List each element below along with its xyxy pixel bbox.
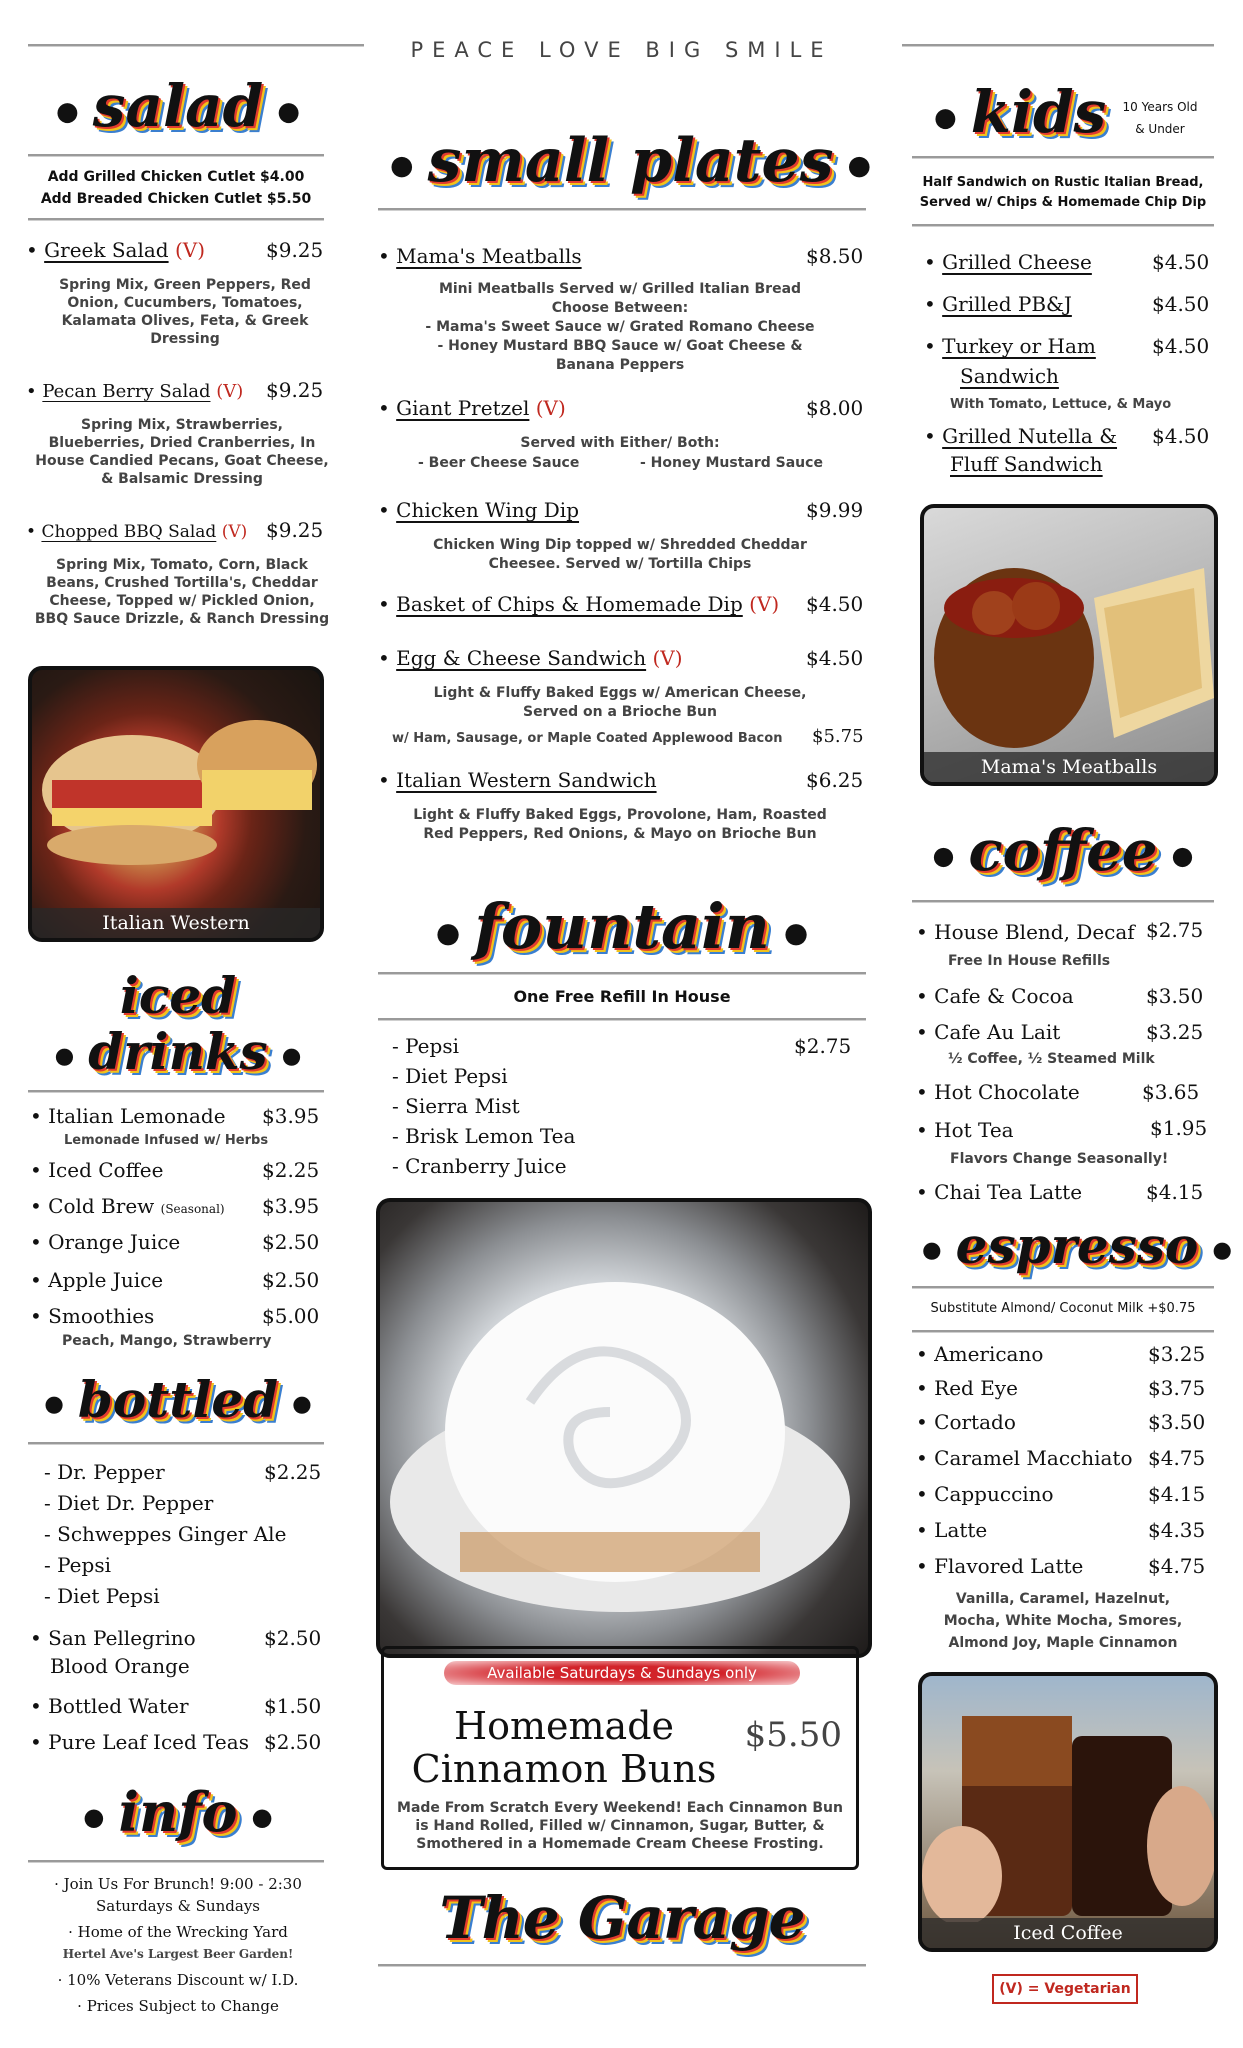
salad-addon-2: Add Breaded Chicken Cutlet $5.50 (40, 191, 312, 207)
note-italian-lemonade: Lemonade Infused w/ Herbs (64, 1133, 269, 1148)
menu-item-grilled-pbj: • Grilled PB&J (924, 292, 1072, 316)
photo-caption: Iced Coffee (922, 1918, 1214, 1948)
iced-drinks-heading: iced ● drinks ● (54, 966, 302, 1081)
menu-item-chai-latte: • Chai Tea Latte (916, 1180, 1083, 1204)
pretzel-option-2: - Honey Mustard Sauce (640, 455, 823, 471)
iced-rule (28, 1090, 324, 1093)
price-smoothies: $5.00 (262, 1304, 320, 1328)
promo-ribbon: Available Saturdays & Sundays only (444, 1661, 800, 1685)
price-flavored-latte: $4.75 (1148, 1554, 1206, 1578)
sandwich-illustration (32, 670, 320, 910)
fountain-item-4: - Brisk Lemon Tea (392, 1124, 576, 1148)
top-rule-right (902, 44, 1214, 47)
price-bottled-water: $1.50 (264, 1694, 322, 1718)
price-turkey-ham: $4.50 (1152, 334, 1210, 358)
price-italian-western: $6.25 (806, 768, 864, 792)
menu-item-house-blend: • House Blend, Decaf (916, 920, 1135, 944)
fountain-heading: ● fountain ● (435, 890, 809, 963)
menu-item-cortado: • Cortado (916, 1410, 1016, 1434)
menu-item-italian-lemonade: • Italian Lemonade (30, 1104, 226, 1128)
flavors-2: Mocha, White Mocha, Smores, (943, 1613, 1183, 1629)
small-plates-rule (378, 208, 866, 211)
promo-title: Homemade Cinnamon Buns (411, 1704, 717, 1791)
price-hot-tea: $1.95 (1150, 1116, 1208, 1140)
iced-coffee-illustration (922, 1676, 1214, 1922)
desc-egg-1: Light & Fluffy Baked Eggs w/ American Cheese, (433, 685, 807, 701)
fountain-item-3: - Sierra Mist (392, 1094, 520, 1118)
fountain-item-1: - Pepsi (392, 1034, 459, 1058)
soda-3: - Schweppes Ginger Ale (44, 1522, 287, 1546)
menu-item-orange-juice: • Orange Juice (30, 1230, 181, 1254)
price-iced-coffee: $2.25 (262, 1158, 320, 1182)
meatballs-photo (920, 504, 1218, 786)
menu-item-latte: • Latte (916, 1518, 988, 1542)
price-cold-brew: $3.95 (262, 1194, 320, 1218)
menu-item-smoothies: • Smoothies (30, 1304, 155, 1328)
menu-item-cappuccino: • Cappuccino (916, 1482, 1054, 1506)
desc-wing-dip-2: Cheesee. Served w/ Tortilla Chips (488, 556, 752, 572)
price-cappuccino: $4.15 (1148, 1482, 1206, 1506)
note-cafe-au-lait: ½ Coffee, ½ Steamed Milk (948, 1051, 1155, 1067)
cinnamon-bun-illustration (380, 1202, 868, 1654)
price-pure-leaf: $2.50 (264, 1730, 322, 1754)
price-greek-salad: $9.25 (266, 238, 324, 262)
menu-item-cafe-au-lait: • Cafe Au Lait (916, 1020, 1061, 1044)
menu-item-giant-pretzel: • Giant Pretzel (V) (378, 396, 566, 420)
kids-rule-2 (912, 224, 1214, 227)
menu-item-pure-leaf: • Pure Leaf Iced Teas (30, 1730, 249, 1754)
menu-item-chopped-bbq-salad: • Chopped BBQ Salad (V) (26, 522, 248, 542)
desc-pretzel: Served with Either/ Both: (520, 435, 720, 451)
pretzel-option-1: - Beer Cheese Sauce (418, 455, 580, 471)
soda-5: - Diet Pepsi (44, 1584, 160, 1608)
desc-meatballs-5: Banana Peppers (555, 357, 685, 373)
price-italian-lemonade: $3.95 (262, 1104, 320, 1128)
salad-rule-2 (28, 218, 324, 221)
espresso-heading: ● espresso ● (922, 1216, 1233, 1275)
menu-item-egg-cheese: • Egg & Cheese Sandwich (V) (378, 646, 683, 670)
egg-extra: w/ Ham, Sausage, or Maple Coated Applewood Bacon (392, 731, 783, 746)
price-hot-chocolate: $3.65 (1142, 1080, 1200, 1104)
salad-heading: ● salad ● (56, 72, 300, 140)
menu-item-greek-salad: • Greek Salad (V) (26, 238, 206, 262)
soda-1: - Dr. Pepper (44, 1460, 165, 1484)
price-san-pellegrino: $2.50 (264, 1626, 322, 1650)
espresso-rule-2 (912, 1330, 1214, 1333)
info-line-3: · Home of the Wrecking Yard (68, 1923, 288, 1941)
menu-item-grilled-cheese: • Grilled Cheese (924, 250, 1092, 274)
flavors-1: Vanilla, Caramel, Hazelnut, (955, 1591, 1171, 1607)
kids-rule (912, 156, 1214, 159)
menu-item-hot-chocolate: • Hot Chocolate (916, 1080, 1080, 1104)
small-plates-heading: ● small plates ● (390, 126, 872, 196)
menu-item-nutella: • Grilled Nutella & (924, 424, 1118, 448)
desc-western-1: Light & Fluffy Baked Eggs, Provolone, Ham, Roasted (413, 807, 827, 823)
menu-item-cold-brew: • Cold Brew (Seasonal) (30, 1194, 225, 1218)
menu-item-italian-western: • Italian Western Sandwich (378, 768, 657, 792)
promo-price: $5.50 (744, 1715, 842, 1755)
menu-item-caramel-macchiato: • Caramel Macchiato (916, 1446, 1133, 1470)
menu-item-chicken-wing-dip: • Chicken Wing Dip (378, 498, 580, 522)
kids-heading: ● kids (934, 78, 1107, 146)
price-pecan-berry-salad: $9.25 (266, 378, 324, 402)
note-hot-tea: Flavors Change Seasonally! (950, 1151, 1169, 1167)
photo-caption: Italian Western (32, 908, 320, 938)
price-house-blend: $2.75 (1146, 918, 1204, 942)
menu-item-san-pellegrino: • San Pellegrino (30, 1626, 196, 1650)
desc-wing-dip-1: Chicken Wing Dip topped w/ Shredded Cheddar (433, 537, 807, 553)
coffee-rule (912, 900, 1214, 903)
bottled-heading: ● bottled ● (44, 1370, 312, 1429)
info-line-5: · 10% Veterans Discount w/ I.D. (57, 1971, 299, 1989)
fountain-item-5: - Cranberry Juice (392, 1154, 567, 1178)
note-turkey-ham: With Tomato, Lettuce, & Mayo (950, 397, 1172, 412)
menu-item-flavored-latte: • Flavored Latte (916, 1554, 1084, 1578)
kids-note-1: Half Sandwich on Rustic Italian Bread, (922, 175, 1204, 190)
price-latte: $4.35 (1148, 1518, 1206, 1542)
price-grilled-cheese: $4.50 (1152, 250, 1210, 274)
menu-item-turkey-ham: • Turkey or Ham (924, 334, 1096, 358)
price-mamas-meatballs: $8.50 (806, 244, 864, 268)
soda-2: - Diet Dr. Pepper (44, 1491, 214, 1515)
menu-item-apple-juice: • Apple Juice (30, 1268, 164, 1292)
promo-description: Made From Scratch Every Weekend! Each Cinnamon Bun is Hand Rolled, Filled w/ Cinnamon, Sugar, Butter, & Smothered in a Homemade Cream Cheese Frosting. (397, 1800, 843, 1852)
menu-item-chips-dip: • Basket of Chips & Homemade Dip (V) (378, 592, 780, 616)
legend-text: (V) = Vegetarian (999, 1981, 1131, 1997)
salad-addon-1: Add Grilled Chicken Cutlet $4.00 (47, 169, 305, 185)
menu-item-cafe-cocoa: • Cafe & Cocoa (916, 984, 1074, 1008)
price-sodas: $2.25 (264, 1460, 322, 1484)
desc-chopped-bbq-salad: Spring Mix, Tomato, Corn, Black Beans, Crushed Tortilla's, Cheddar Cheese, Topped w/ Pickled Onion, BBQ Sauce Drizzle, & Ranch Dressing (34, 557, 330, 627)
fountain-item-2: - Diet Pepsi (392, 1064, 508, 1088)
italian-western-photo (28, 666, 324, 942)
desc-meatballs-4: - Honey Mustard BBQ Sauce w/ Goat Cheese & (437, 338, 803, 354)
price-caramel-macchiato: $4.75 (1148, 1446, 1206, 1470)
fountain-note: One Free Refill In House (513, 987, 731, 1006)
info-line-1: · Join Us For Brunch! 9:00 - 2:30 (54, 1875, 302, 1893)
menu-item-nutella-2: Fluff Sandwich (950, 452, 1103, 476)
cinnamon-bun-promo (381, 1646, 859, 1870)
desc-pecan-berry-salad: Spring Mix, Strawberries, Blueberries, Dried Cranberries, In House Candied Pecans, Goat Cheese, & Balsamic Dressing (35, 417, 329, 487)
price-grilled-pbj: $4.50 (1152, 292, 1210, 316)
cinnamon-bun-photo (376, 1198, 872, 1658)
desc-western-2: Red Peppers, Red Onions, & Mayo on Brioche Bun (423, 826, 817, 842)
note-smoothies: Peach, Mango, Strawberry (62, 1333, 272, 1349)
menu-item-mamas-meatballs: • Mama's Meatballs (378, 244, 582, 268)
price-nutella: $4.50 (1152, 424, 1210, 448)
desc-greek-salad: Spring Mix, Green Peppers, Red Onion, Cucumbers, Tomatoes, Kalamata Olives, Feta, & Greek Dressing (59, 277, 311, 347)
desc-meatballs-3: - Mama's Sweet Sauce w/ Grated Romano Cheese (425, 319, 815, 335)
price-cafe-cocoa: $3.50 (1146, 984, 1204, 1008)
tagline: PEACE LOVE BIG SMILE (410, 38, 833, 62)
info-line-2: Saturdays & Sundays (96, 1897, 260, 1915)
vegetarian-legend (992, 1974, 1138, 2004)
photo-caption: Mama's Meatballs (924, 752, 1214, 782)
price-egg-cheese: $4.50 (806, 646, 864, 670)
menu-item-pecan-berry-salad: • Pecan Berry Salad (V) (26, 381, 244, 402)
price-cafe-au-lait: $3.25 (1146, 1020, 1204, 1044)
info-rule (28, 1860, 324, 1863)
price-apple-juice: $2.50 (262, 1268, 320, 1292)
menu-item-hot-tea: • Hot Tea (916, 1118, 1014, 1142)
menu-item-turkey-ham-2: Sandwich (960, 364, 1059, 388)
kids-age-1: 10 Years Old (1122, 100, 1198, 114)
bottled-rule (28, 1442, 324, 1445)
meatballs-illustration (924, 508, 1214, 756)
desc-meatballs-2: Choose Between: (551, 300, 689, 316)
menu-item-bottled-water: • Bottled Water (30, 1694, 189, 1718)
info-line-6: · Prices Subject to Change (77, 1997, 279, 2015)
price-chips-dip: $4.50 (806, 592, 864, 616)
desc-meatballs-1: Mini Meatballs Served w/ Grilled Italian Bread (438, 281, 802, 297)
kids-age-2: & Under (1135, 122, 1185, 136)
price-chopped-bbq-salad: $9.25 (266, 518, 324, 542)
flavors-3: Almond Joy, Maple Cinnamon (948, 1635, 1178, 1651)
desc-egg-2: Served on a Brioche Bun (522, 704, 717, 720)
iced-coffee-photo (918, 1672, 1218, 1952)
price-giant-pretzel: $8.00 (806, 396, 864, 420)
coffee-heading: ● coffee ● (932, 818, 1194, 884)
price-egg-extra: $5.75 (812, 726, 864, 747)
menu-item-iced-coffee: • Iced Coffee (30, 1158, 164, 1182)
espresso-rule (912, 1286, 1214, 1289)
brand-logo: The Garage (439, 1884, 805, 1952)
fountain-rule (378, 972, 866, 975)
espresso-note: Substitute Almond/ Coconut Milk +$0.75 (930, 1301, 1196, 1316)
menu-item-red-eye: • Red Eye (916, 1376, 1018, 1400)
salad-rule (28, 154, 324, 157)
price-chicken-wing-dip: $9.99 (806, 498, 864, 522)
info-heading: ● info ● (83, 1780, 273, 1844)
soda-4: - Pepsi (44, 1553, 111, 1577)
menu-item-san-pellegrino-2: Blood Orange (50, 1654, 190, 1678)
brand-rule (378, 1964, 866, 1967)
price-cortado: $3.50 (1148, 1410, 1206, 1434)
info-line-4: Hertel Ave's Largest Beer Garden! (62, 1947, 294, 1961)
fountain-rule-2 (378, 1018, 866, 1021)
price-fountain: $2.75 (794, 1034, 852, 1058)
price-americano: $3.25 (1148, 1342, 1206, 1366)
price-orange-juice: $2.50 (262, 1230, 320, 1254)
price-red-eye: $3.75 (1148, 1376, 1206, 1400)
note-house-blend: Free In House Refills (948, 953, 1111, 969)
menu-item-americano: • Americano (916, 1342, 1044, 1366)
price-chai-latte: $4.15 (1146, 1180, 1204, 1204)
kids-note-2: Served w/ Chips & Homemade Chip Dip (919, 195, 1207, 210)
